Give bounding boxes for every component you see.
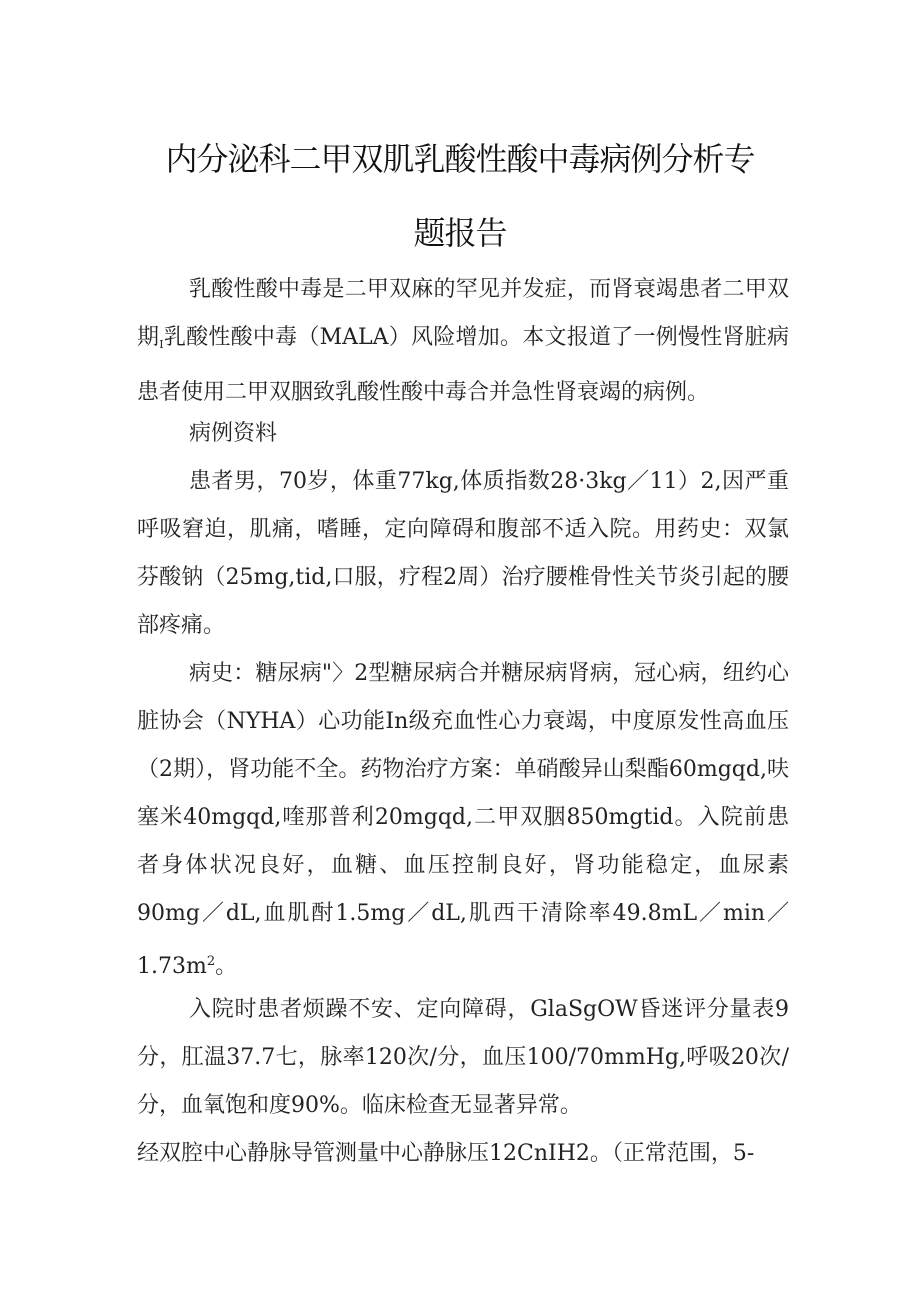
patient-paragraph bbox=[137, 458, 789, 650]
intro-text-b: 乳酸性酸中毒（MALA）风险增加。本文报道了一例慢性肾脏病患者使用二甲双胭致乳酸性酸中毒合并急性肾衰竭的病例。 bbox=[137, 325, 789, 405]
section-heading-case-data bbox=[137, 410, 789, 458]
history-text: 病史：糖尿病"〉2型糖尿病合并糖尿病肾病，冠心病，纽约心脏协会（NYHA）心功能In级充血性心力衰竭，中度原发性高血压（2期），肾功能不全。药物治疗方案：单硝酸异山梨酯60mgqd,呋塞米40mgqd,喹那普利20mgqd,二甲双胭850mgtid。入院前患者身体状况良好，血糖、血压控制良好，肾功能稳定，血尿素90mg／dL,血肌酎1.5mg／dL,肌西干清除率49.8mL／min／1.73m bbox=[137, 661, 789, 979]
history-end: 。 bbox=[215, 954, 238, 979]
intro-text-a: 乳酸性酸中毒是二甲双麻的罕见并发症，而肾衰竭患者二甲双期 bbox=[137, 277, 789, 350]
document-title-line-2: 题报告 bbox=[413, 214, 507, 252]
cvp-paragraph bbox=[137, 1130, 789, 1178]
intro-paragraph bbox=[137, 266, 789, 417]
document-title-line-1: 内分泌科二甲双肌乳酸性酸中毒病例分析专 bbox=[165, 140, 755, 178]
admission-text: 入院时患者烦躁不安、定向障碍，GlaSgOW昏迷评分量表9分，肛温37.7七，脉率120次/分，血压100/70mmHg,呼吸20次/分，血氧饱和度90%。临床检查无显著异常。 bbox=[137, 997, 789, 1118]
cvp-text: 经双腔中心静脉导管测量中心静脉压12CnIH2。（正常范围，5- bbox=[137, 1141, 755, 1166]
admission-paragraph bbox=[137, 986, 789, 1130]
section-heading-text: 病例资料 bbox=[189, 421, 278, 446]
history-paragraph bbox=[137, 650, 789, 991]
patient-text: 患者男，70岁，体重77kg,体质指数28·3kg／11）2,因严重呼吸窘迫，肌痛，嗜睡，定向障碍和腹部不适入院。用药史：双氯芬酸钠（25mg,tid,口服，疗程2周）治疗腰椎骨性关节炎引起的腰部疼痛。 bbox=[137, 469, 789, 638]
intro-subscript: I bbox=[159, 338, 164, 351]
history-superscript: 2 bbox=[206, 954, 216, 969]
